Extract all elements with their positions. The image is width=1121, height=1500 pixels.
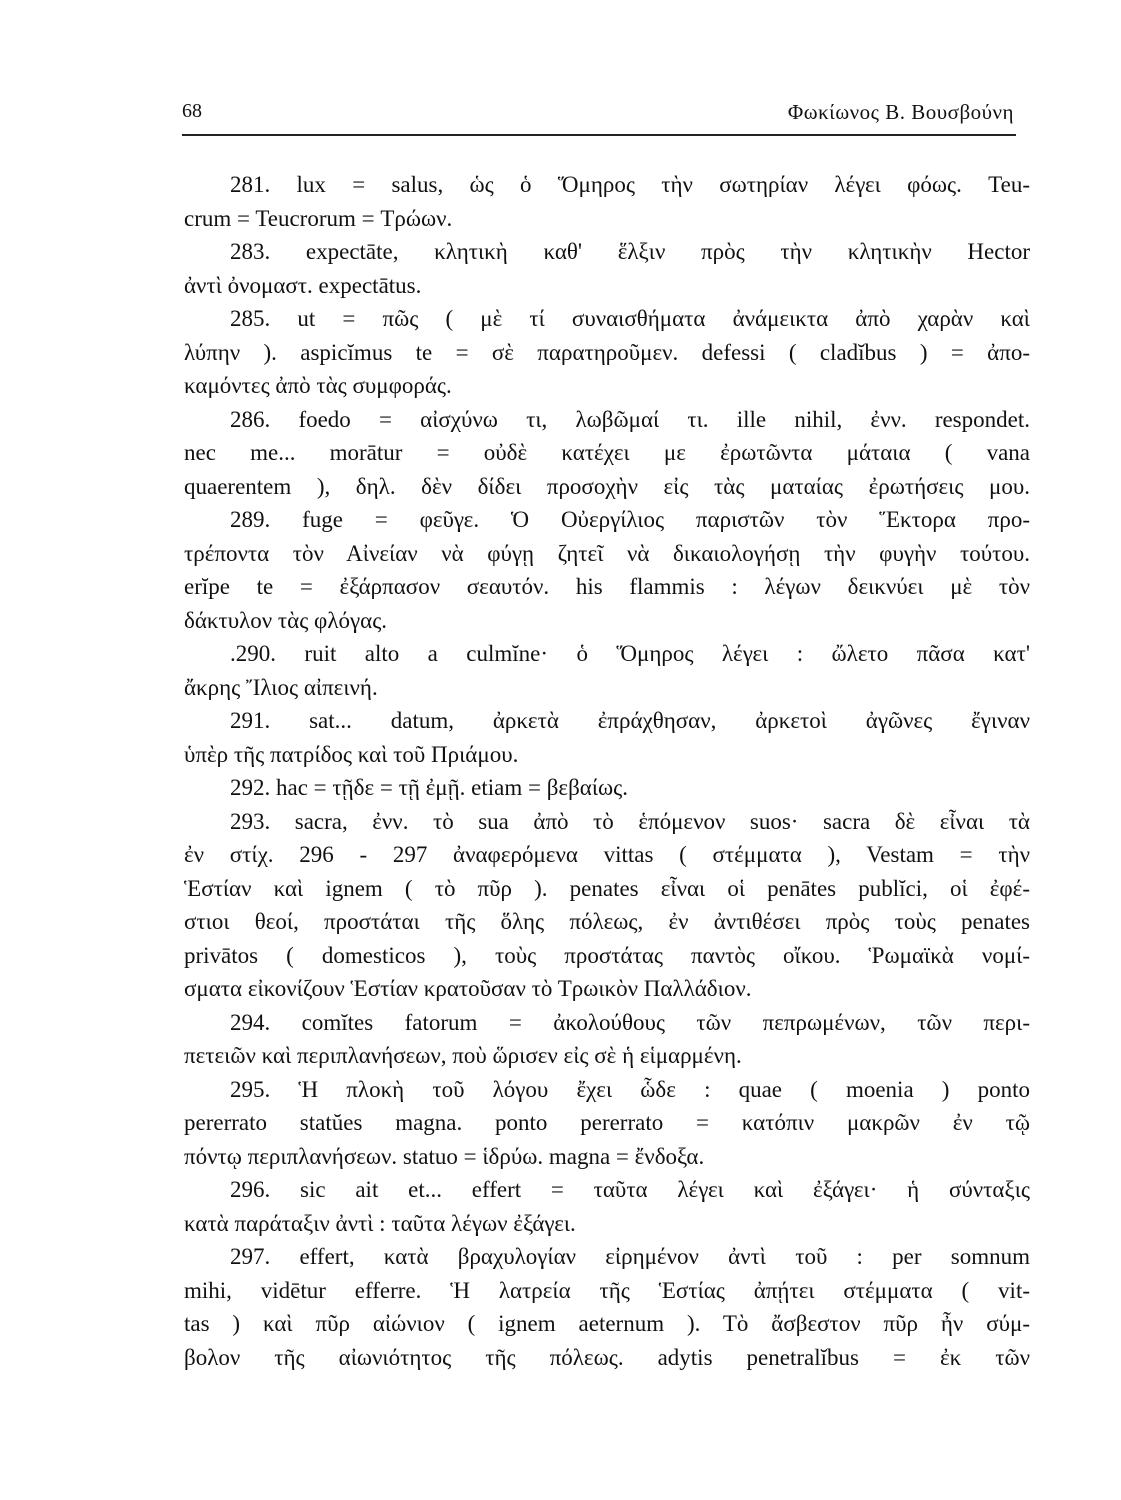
text-line: 289. fuge = φεῦγε. Ὁ Οὐεργίλιος παριστῶν τὸν Ἕκτορα προ-	[230, 507, 1030, 532]
text-line: βολον τῆς αἰωνιότητος τῆς πόλεως. adytis penetralĭbus = ἐκ τῶν	[184, 1344, 1030, 1370]
text-line: nec me... morātur = οὐδὲ κατέχει με ἐρωτῶντα μάταια ( vana	[184, 440, 1030, 465]
text-line: λύπην ). aspicĭmus te = σὲ παρατηροῦμεν. defessi ( cladĭbus ) = ἀπο-	[184, 339, 1030, 365]
text-line: ἄκρης Ἴλιος αἰπεινή.	[184, 674, 378, 700]
text-line: Ἑστίαν καὶ ignem ( τὸ πῦρ ). penates εἶναι οἱ penātes publĭci, οἱ ἐφέ-	[184, 875, 1030, 901]
text-line: privātos ( domesticos ), τοὺς προστάτας παντὸς οἴκου. Ῥωμαϊκὰ νομί-	[184, 942, 1030, 968]
text-line: ὑπὲρ τῆς πατρίδος καὶ τοῦ Πριάμου.	[184, 741, 519, 767]
text-line: 297. effert, κατὰ βραχυλογίαν εἰρημένον ἀντὶ τοῦ : per somnum	[230, 1244, 1030, 1269]
text-line: mihi, vidētur efferre. Ἡ λατρεία τῆς Ἑστίας ἀπῄτει στέμματα ( vit-	[184, 1277, 1030, 1303]
text-line: pererrato statŭes magna. ponto pererrato = κατόπιν μακρῶν ἐν τῷ	[184, 1110, 1030, 1135]
text-line: τρέποντα τὸν Αἰνείαν νὰ φύγῃ ζητεῖ νὰ δικαιολογήσῃ τὴν φυγὴν τούτου.	[184, 540, 1030, 566]
text-line: πόντῳ περιπλανήσεων. statuo = ἱδρύω. magna = ἔνδοξα.	[184, 1143, 705, 1169]
text-line: κατὰ παράταξιν ἀντὶ : ταῦτα λέγων ἐξάγει.	[184, 1210, 576, 1236]
text-line: πετειῶν καὶ περιπλανήσεων, ποὺ ὥρισεν εἰς σὲ ἡ εἱμαρμένη.	[184, 1043, 742, 1068]
text-line: 295. Ἡ πλοκὴ τοῦ λόγου ἔχει ὧδε : quae ( moenia ) ponto	[230, 1076, 1030, 1102]
text-line: 296. sic ait et... effert = ταῦτα λέγει καὶ ἐξάγει· ἡ σύνταξις	[230, 1177, 1030, 1202]
text-line: 285. ut = πῶς ( μὲ τί συναισθήματα ἀνάμεικτα ἀπὸ χαρὰν καὶ	[230, 306, 1030, 331]
text-line: erĭpe te = ἐξάρπασον σεαυτόν. his flammis : λέγων δεικνύει μὲ τὸν	[184, 574, 1030, 599]
text-line: 292. hac = τῇδε = τῇ ἐμῇ. etiam = βεβαίως.	[230, 775, 629, 800]
text-line: καμόντες ἀπὸ τὰς συμφοράς.	[184, 373, 452, 398]
page-header	[182, 98, 1016, 136]
text-line: 286. foedo = αἰσχύνω τι, λωβῶμαί τι. ille nihil, ἐνν. respondet.	[230, 406, 1030, 432]
commentary-text	[184, 168, 1030, 1374]
running-head: Φωκίωνος Β. Βουσβούνη	[787, 100, 1014, 124]
text-line: στιοι θεοί, προστάται τῆς ὅλης πόλεως, ἐν ἀντιθέσει πρὸς τοὺς penates	[184, 909, 1030, 934]
text-line: σματα εἰκονίζουν Ἑστίαν κρατοῦσαν τὸ Τρωικὸν Παλλάδιον.	[184, 976, 752, 1001]
text-line: δάκτυλον τὰς φλόγας.	[184, 607, 388, 633]
text-line: ἐν στίχ. 296 - 297 ἀναφερόμενα vittas ( στέμματα ), Vestam = τὴν	[184, 842, 1030, 867]
text-line: tas ) καὶ πῦρ αἰώνιον ( ignem aeternum ). Τὸ ἄσβεστον πῦρ ἦν σύμ-	[184, 1311, 1030, 1336]
text-line: ἀντὶ ὀνομαστ. expectātus.	[184, 272, 422, 298]
text-line: 291. sat... datum, ἀρκετὰ ἐπράχθησαν, ἀρκετοὶ ἀγῶνες ἔγιναν	[230, 708, 1030, 733]
text-line: 283. expectāte, κλητικὴ καθ' ἕλξιν πρὸς τὴν κλητικὴν Hector	[230, 239, 1030, 264]
text-line: .290. ruit alto a culmĭne· ὁ Ὅμηρος λέγει : ὤλετο πᾶσα κατ'	[230, 641, 1030, 666]
text-line: quaerentem ), δηλ. δὲν δίδει προσοχὴν εἰς τὰς ματαίας ἐρωτήσεις μου.	[184, 473, 1030, 499]
text-line: 294. comĭtes fatorum = ἀκολούθους τῶν πεπρωμένων, τῶν περι-	[230, 1009, 1030, 1035]
page-number: 68	[182, 100, 202, 122]
text-line: 293. sacra, ἐνν. τὸ sua ἀπὸ τὸ ἑπόμενον suos· sacra δὲ εἶναι τὰ	[230, 808, 1030, 834]
text-line: crum = Teucrorum = Τρώων.	[184, 205, 453, 231]
text-line: 281. lux = salus, ὡς ὁ Ὅμηρος τὴν σωτηρίαν λέγει φόως. Teu-	[230, 172, 1030, 197]
